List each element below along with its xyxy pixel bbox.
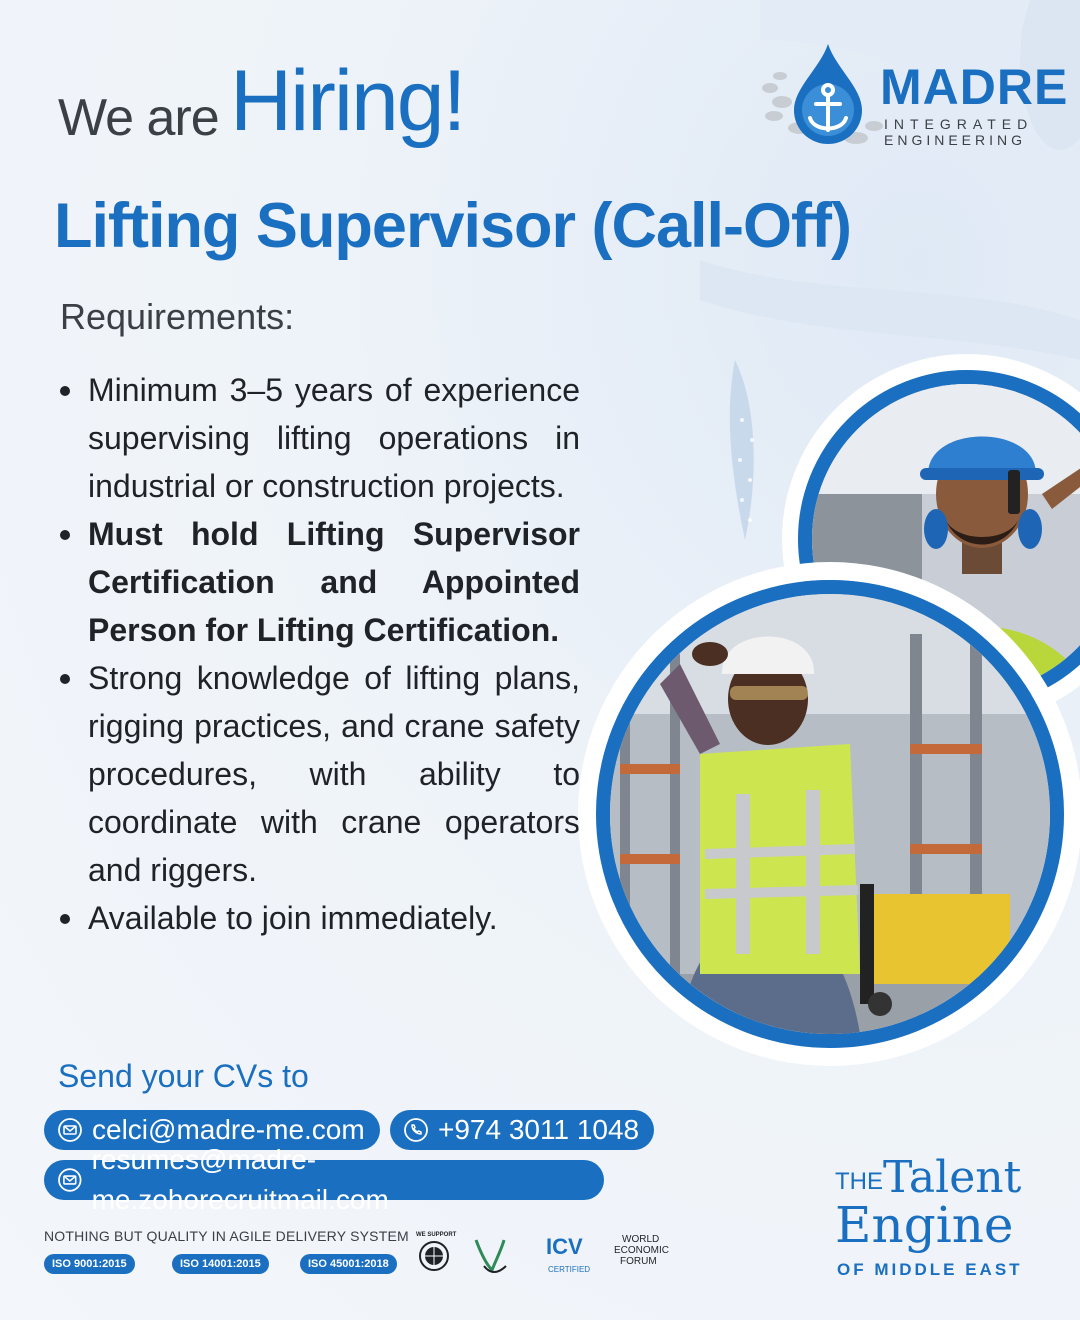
requirements-list (56, 366, 580, 942)
icv-label: ICV (546, 1234, 583, 1259)
watani-logo-icon (476, 1240, 506, 1272)
talent-the: THE (835, 1168, 883, 1195)
requirement-item: Must hold Lifting Supervisor Certification and Appointed Person for Lifting Certification. (56, 510, 580, 654)
mail-icon (58, 1168, 82, 1192)
requirement-item: Strong knowledge of lifting plans, rigging practices, and crane safety procedures, with ability to coordinate with crane operators and riggers. (56, 654, 580, 894)
talent-word: Talent (883, 1152, 1022, 1203)
email-primary: celci@madre-me.com (92, 1114, 365, 1145)
we-support-label: WE SUPPORT (416, 1232, 457, 1238)
icv-certified-label: CERTIFIED (548, 1265, 591, 1274)
un-global-compact-icon (420, 1242, 448, 1270)
brand-tagline-2: ENGINEERING (884, 132, 1027, 148)
certification-badges (410, 1226, 680, 1286)
requirements-heading: Requirements: (60, 296, 295, 337)
wef-label: ECONOMIC (614, 1245, 669, 1256)
phone-number: +974 3011 1048 (438, 1114, 640, 1145)
iso-badge: ISO 45001:2018 (300, 1254, 397, 1274)
iso-badge: ISO 9001:2015 (44, 1254, 135, 1274)
requirement-item: Minimum 3–5 years of experience supervising lifting operations in industrial or construction projects. (56, 366, 580, 510)
send-cv-heading: Send your CVs to (58, 1058, 309, 1094)
brand-name: MADRE (880, 59, 1069, 115)
talent-region: OF MIDDLE EAST (837, 1260, 1023, 1279)
email-recruit-pill[interactable] (44, 1144, 604, 1215)
job-title: Lifting Supervisor (Call-Off) (54, 191, 851, 261)
wef-label: FORUM (620, 1256, 657, 1267)
mail-icon (58, 1118, 82, 1142)
email-recruit: resumes@madre-me.zohorecruitmail.com (91, 1144, 389, 1215)
requirement-item: Available to join immediately. (56, 894, 580, 942)
talent-engine-word: Engine (835, 1196, 1014, 1254)
quality-statement: NOTHING BUT QUALITY IN AGILE DELIVERY SYSTEM (44, 1228, 409, 1244)
wef-label: WORLD (622, 1234, 660, 1245)
headline-we-are: We are (58, 89, 219, 147)
brand-tagline-1: INTEGRATED (884, 116, 1034, 132)
worker-photo-warehouse (596, 580, 1064, 1048)
phone-icon (404, 1118, 428, 1142)
talent-engine-logo (835, 1152, 1035, 1282)
iso-badge: ISO 14001:2015 (172, 1254, 269, 1274)
headline-hiring: Hiring! (230, 53, 465, 149)
